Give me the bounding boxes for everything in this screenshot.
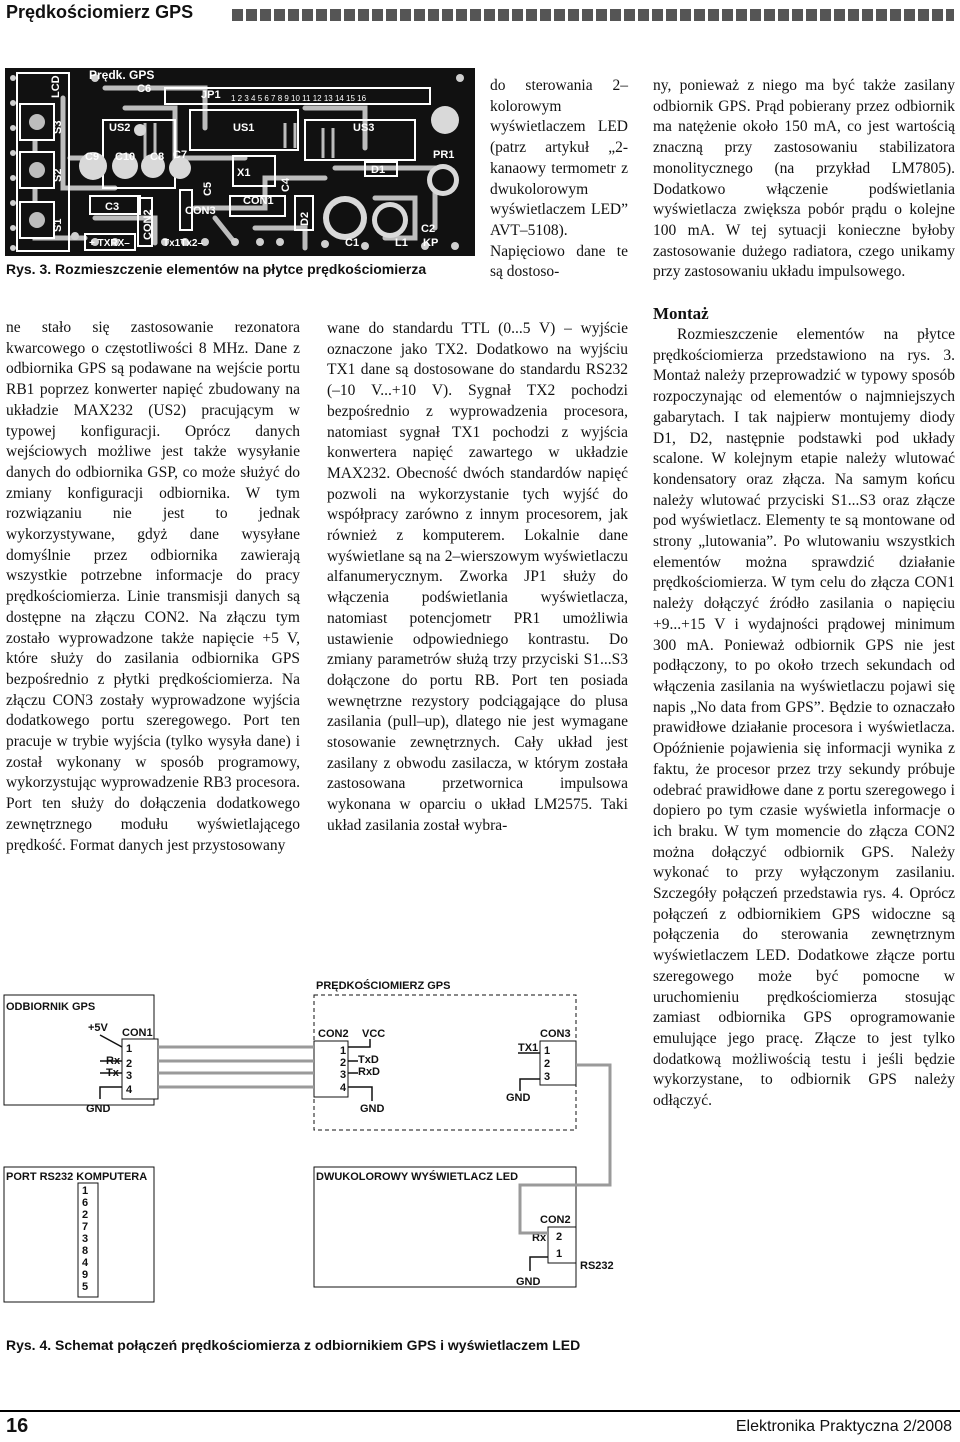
speedo-con3-pin-1: 1 bbox=[544, 1045, 551, 1057]
speedo-vcc: VCC bbox=[362, 1028, 386, 1040]
pcb-label-c3: C3 bbox=[105, 201, 120, 213]
pcb-label-c4: C4 bbox=[280, 177, 292, 192]
led-con2: CON2 bbox=[540, 1214, 571, 1226]
text-column-2 bbox=[327, 319, 628, 837]
pcb-label-s3: S3 bbox=[52, 120, 64, 134]
pcb-label-c1: C1 bbox=[345, 237, 360, 249]
column-3-text-intro: ny, ponieważ z niego ma być także zasilany odbiornik GPS. Prąd pobierany przez odbiornik ma natężenie około 150 mA, co jest wartością znaczną przy zastosowaniu stabilizatora monolitycznego (na przykład LM7805). Dodatkowo włączenie podświetlania wyświetlacza zwiększa pobór prądu o kolejne 100 mA. W tej sytuacji konieczne byłoby zastosowanie dużego radiatora, czego unikamy przy zastosowaniu układu impulsowego. bbox=[653, 77, 955, 281]
figure-4-caption: Rys. 4. Schemat połączeń prędkościomierza z odbiornikiem GPS i wyświetlaczem LED bbox=[6, 1337, 581, 1353]
column-1-text: ne stało się zastosowanie rezonatora kwarcowego o częstotliwości 8 MHz. Dane z odbiornika GPS są podawane na wejście portu RB1 poprzez konwerter napięć zbudowany na układzie MAX232 (US2) pracującym w typowej konfiguracji. Oprócz danych wejściowych możliwe jest także wysyłanie danych do odbiornika GSP, co może służyć do zmiany konfiguracji odbiornika. W tym rozwiązaniu nie jest to jednak wykorzystywane, gdyż dane wysyłane domyślnie przez odbiornika zawierają wszystkie potrzebne informacje do pracy prędkościomierza. Linie transmisji danych są dostępne na złączu CON2. Na złączu tym zostało wyprowadzone także napięcie +5 V, które służy do zasilania odbiornika GPS bezpośrednio z płytki prędkościomierza. Na złączu CON3 zostały wyprowadzone wyjścia dodatkowego portu szeregowego. Port ten pracuje w trybie wyjścia (tylko wysyła dane) i został wykonany w sposób programowy, wykorzystując wyprowadzenie RB3 procesora. Port ten służy do dołączenia dodatkowego zewnętrznego modułu wyświetlającego prędkość. Format danych jest przystosowany bbox=[6, 319, 300, 854]
pcb-label-s1: S1 bbox=[52, 218, 64, 232]
pcb-label-us3: US3 bbox=[353, 122, 375, 134]
port-pin-9: 9 bbox=[82, 1269, 89, 1281]
led-title: DWUKOLOROWY WYŚWIETLACZ LED bbox=[316, 1171, 519, 1183]
text-column-3 bbox=[653, 76, 955, 1112]
figure-3-caption: Rys. 3. Rozmieszczenie elementów na płytce prędkościomierza bbox=[6, 261, 427, 277]
connection-schematic-figure bbox=[0, 975, 640, 1330]
text-column-1 bbox=[6, 318, 300, 856]
port-pin-8: 8 bbox=[82, 1245, 89, 1257]
led-gnd: GND bbox=[516, 1276, 541, 1288]
port-pin-4: 4 bbox=[82, 1257, 89, 1269]
port-pin-1: 1 bbox=[82, 1185, 89, 1197]
speedo-title: PRĘDKOŚCIOMIERZ GPS bbox=[316, 980, 451, 992]
pcb-label-con2: CON2 bbox=[142, 209, 154, 240]
pcb-label-pins: 1 2 3 4 5 6 7 8 9 10 11 12 13 14 15 16 bbox=[231, 94, 367, 103]
speedo-con3-pin-3: 3 bbox=[544, 1071, 551, 1083]
pcb-label-x1: X1 bbox=[237, 167, 251, 179]
column-3-text-montaz: Rozmieszczenie elementów na płytce prędkościomierza przedstawiono na rys. 3. Montaż należy przeprowadzić w typowy sposób rozpoczynając od elementów o najmniejszych gabarytach. I tak najpierw montujemy diody D1, D2, następnie podstawki pod układy scalone. W kolejnym etapie należy wlutować kondensatory oraz złącza. Na samym końcu należy wlutować przyciski S1...S3 oraz złącze pod wyświetlacz. Elementy te są montowane od strony „lutowania”. Po wlutowaniu wszystkich elementów można sprawdzić działanie prędkościomierza. W tym celu do złącza CON1 należy dołączyć źródło zasilania o napięciu +9...+15 V i wydajności prądowej minimum 300 mA. Ponieważ odbiornik GPS nie jest podłączony, to po około trzech sekundach od włączenia zasilania na wyświetlaczu pojawi się napis „No data from GPS”. Będzie to oznaczało prawidłowe działanie procesora i wyświetlacza. Opóźnienie pojawienia się informacji wynika z faktu, że procesor przez trzy sekundy próbuje odebrać prawidłowe dane z portu szeregowego i dopiero po tym czasie wyświetla informacje o ich braku. W tym momencie do złącza CON2 można dołączyć odbiornik GPS. Należy wykonać to przy wyłączonym zasilaniu. Szczegóły połączeń przedstawia rys. 4. Oprócz połączeń z odbiornikiem GPS widoczne są połączenia do sterowania zewnętrznym wyświetlaczem LED. Dodatkowe złącze portu szeregowego może być pomocne w uruchomieniu prędkościomierza stosując zamiast odbiornika GPS oprogramowanie emulujące jego pracę. Złącze to jest tylko dodatkową możliwością testu i jeśli będzie wykorzystane, to odbiornik GPS należy odłączyć. bbox=[653, 326, 955, 1110]
pcb-label-txrx: + TXRX– bbox=[89, 238, 130, 249]
gps-con1: CON1 bbox=[122, 1027, 153, 1039]
pcb-label-jp1: JP1 bbox=[201, 89, 221, 101]
pcb-label-l1: L1 bbox=[395, 237, 408, 249]
gps-pin-4: 4 bbox=[126, 1084, 133, 1096]
speedo-rxd: RxD bbox=[358, 1066, 381, 1078]
pcb-label-c8: C8 bbox=[150, 151, 165, 163]
gps-pin-3: 3 bbox=[126, 1070, 133, 1082]
port-pin-3: 3 bbox=[82, 1233, 89, 1245]
section-heading-montaz: Montaż bbox=[653, 304, 709, 324]
pcb-label-s2: S2 bbox=[52, 168, 64, 182]
led-rs232: RS232 bbox=[580, 1260, 614, 1272]
pcb-label-txtx: Tx1Tx2– bbox=[163, 238, 204, 249]
port-pin-2: 2 bbox=[82, 1209, 89, 1221]
header-decor-bar bbox=[232, 9, 954, 21]
port-title: PORT RS232 KOMPUTERA bbox=[6, 1171, 148, 1183]
pcb-label-c7: C7 bbox=[173, 149, 188, 161]
pcb-label-con3: CON3 bbox=[185, 205, 216, 217]
led-pin-2: 2 bbox=[556, 1231, 563, 1243]
speedo-con2-pin-4: 4 bbox=[340, 1082, 347, 1094]
port-pin-7: 7 bbox=[82, 1221, 89, 1233]
speedo-con2-pin-3: 3 bbox=[340, 1069, 347, 1081]
pcb-label-c2: C2 bbox=[421, 223, 436, 235]
port-pin-5: 5 bbox=[82, 1281, 89, 1293]
pcb-label-kp: KP bbox=[423, 237, 439, 249]
speedo-gnd: GND bbox=[360, 1103, 385, 1115]
speedo-txd: TxD bbox=[358, 1054, 379, 1066]
gps-title: ODBIORNIK GPS bbox=[6, 1001, 96, 1013]
speedo-con3: CON3 bbox=[540, 1028, 571, 1040]
text-column-2-upper bbox=[490, 76, 628, 283]
pcb-label-d2: D2 bbox=[299, 211, 311, 226]
gps-pin-1: 1 bbox=[126, 1043, 133, 1055]
gps-pin-2: 2 bbox=[126, 1058, 133, 1070]
speedo-con2-pin-1: 1 bbox=[340, 1045, 347, 1057]
gps-5v: +5V bbox=[88, 1022, 108, 1034]
page-number: 16 bbox=[6, 1415, 29, 1437]
column-2-text: wane do standardu TTL (0...5 V) – wyjście oznaczone jako TX2. Dodatkowo na wyjściu TX1 dane są dostosowane do standardu RS232 (–10 V...+10 V). Sygnał TX2 pochodzi bezpośrednio z wyprowadzenia procesora, natomiast sygnał TX1 pochodzi z wyjścia konwertera napięć zawartego w układzie MAX232. Obecność dwóch standardów napięć pozwoli na wykorzystanie tych wyjść do współpracy zarówno z innym procesorem, jak również z komputerem. Lokalnie dane wyświetlane są na 2–wierszowym wyświetlaczu alfanumerycznym. Zworka JP1 służy do włączenia podświetlania wyświetlacza, natomiast potencjometr PR1 umożliwia ustawienie odpowiedniego kontrastu. Do zmiany parametrów służą trzy przyciski S1...S3 dołączone do portu RB. Port ten posiada wewnętrzne rezystory podciągające do plusa zasilania (pull–up), dlatego nie jest wymagane stosowanie zewnętrznych. Cały układ jest zasilany z obwodu zasilacza, w którym została zastosowana przetwornica impulsowa wykonana w oparciu o układ LM2575. Taki układ zasilania został wybra- bbox=[327, 320, 628, 834]
port-pin-6: 6 bbox=[82, 1197, 89, 1209]
pcb-label-us1: US1 bbox=[233, 122, 255, 134]
column-2-text-upper: do sterowania 2–kolorowym wyświetlaczem LED (patrz artykuł „2-kanaowy termometr z dwukolorowym wyświetlaczem LED” AVT–5108). Napięciowo dane te są dostoso- bbox=[490, 77, 628, 281]
pcb-label-c6: C6 bbox=[137, 83, 152, 95]
gps-tx: Tx bbox=[106, 1067, 119, 1079]
pcb-label-c9: C9 bbox=[85, 151, 100, 163]
speedo-con2-pin-2: 2 bbox=[340, 1057, 347, 1069]
pcb-label-con1: CON1 bbox=[243, 195, 274, 207]
pcb-label-c5: C5 bbox=[202, 181, 214, 196]
gps-rx: Rx bbox=[106, 1055, 121, 1067]
pcb-label-c10: C10 bbox=[115, 151, 136, 163]
speedo-con2: CON2 bbox=[318, 1028, 349, 1040]
speedo-con3-pin-2: 2 bbox=[544, 1058, 551, 1070]
speedo-tx1: TX1 bbox=[518, 1042, 539, 1054]
speedo-gnd3: GND bbox=[506, 1092, 531, 1104]
magazine-name: Elektronika Praktyczna 2/2008 bbox=[735, 1418, 952, 1435]
led-pin-1: 1 bbox=[556, 1248, 563, 1260]
pcb-label-us2: US2 bbox=[109, 122, 131, 134]
pcb-label-pr1: PR1 bbox=[433, 149, 455, 161]
page-header-title: Prędkościomierz GPS bbox=[6, 2, 194, 22]
pcb-layout-figure bbox=[5, 68, 475, 256]
pcb-label-d1: D1 bbox=[371, 164, 386, 176]
footer-rule bbox=[0, 1410, 960, 1412]
gps-gnd: GND bbox=[86, 1103, 111, 1115]
pcb-label-lcd: LCD bbox=[50, 75, 62, 98]
led-rx: Rx bbox=[532, 1232, 547, 1244]
pcb-label-title: Prędk. GPS bbox=[89, 68, 155, 82]
